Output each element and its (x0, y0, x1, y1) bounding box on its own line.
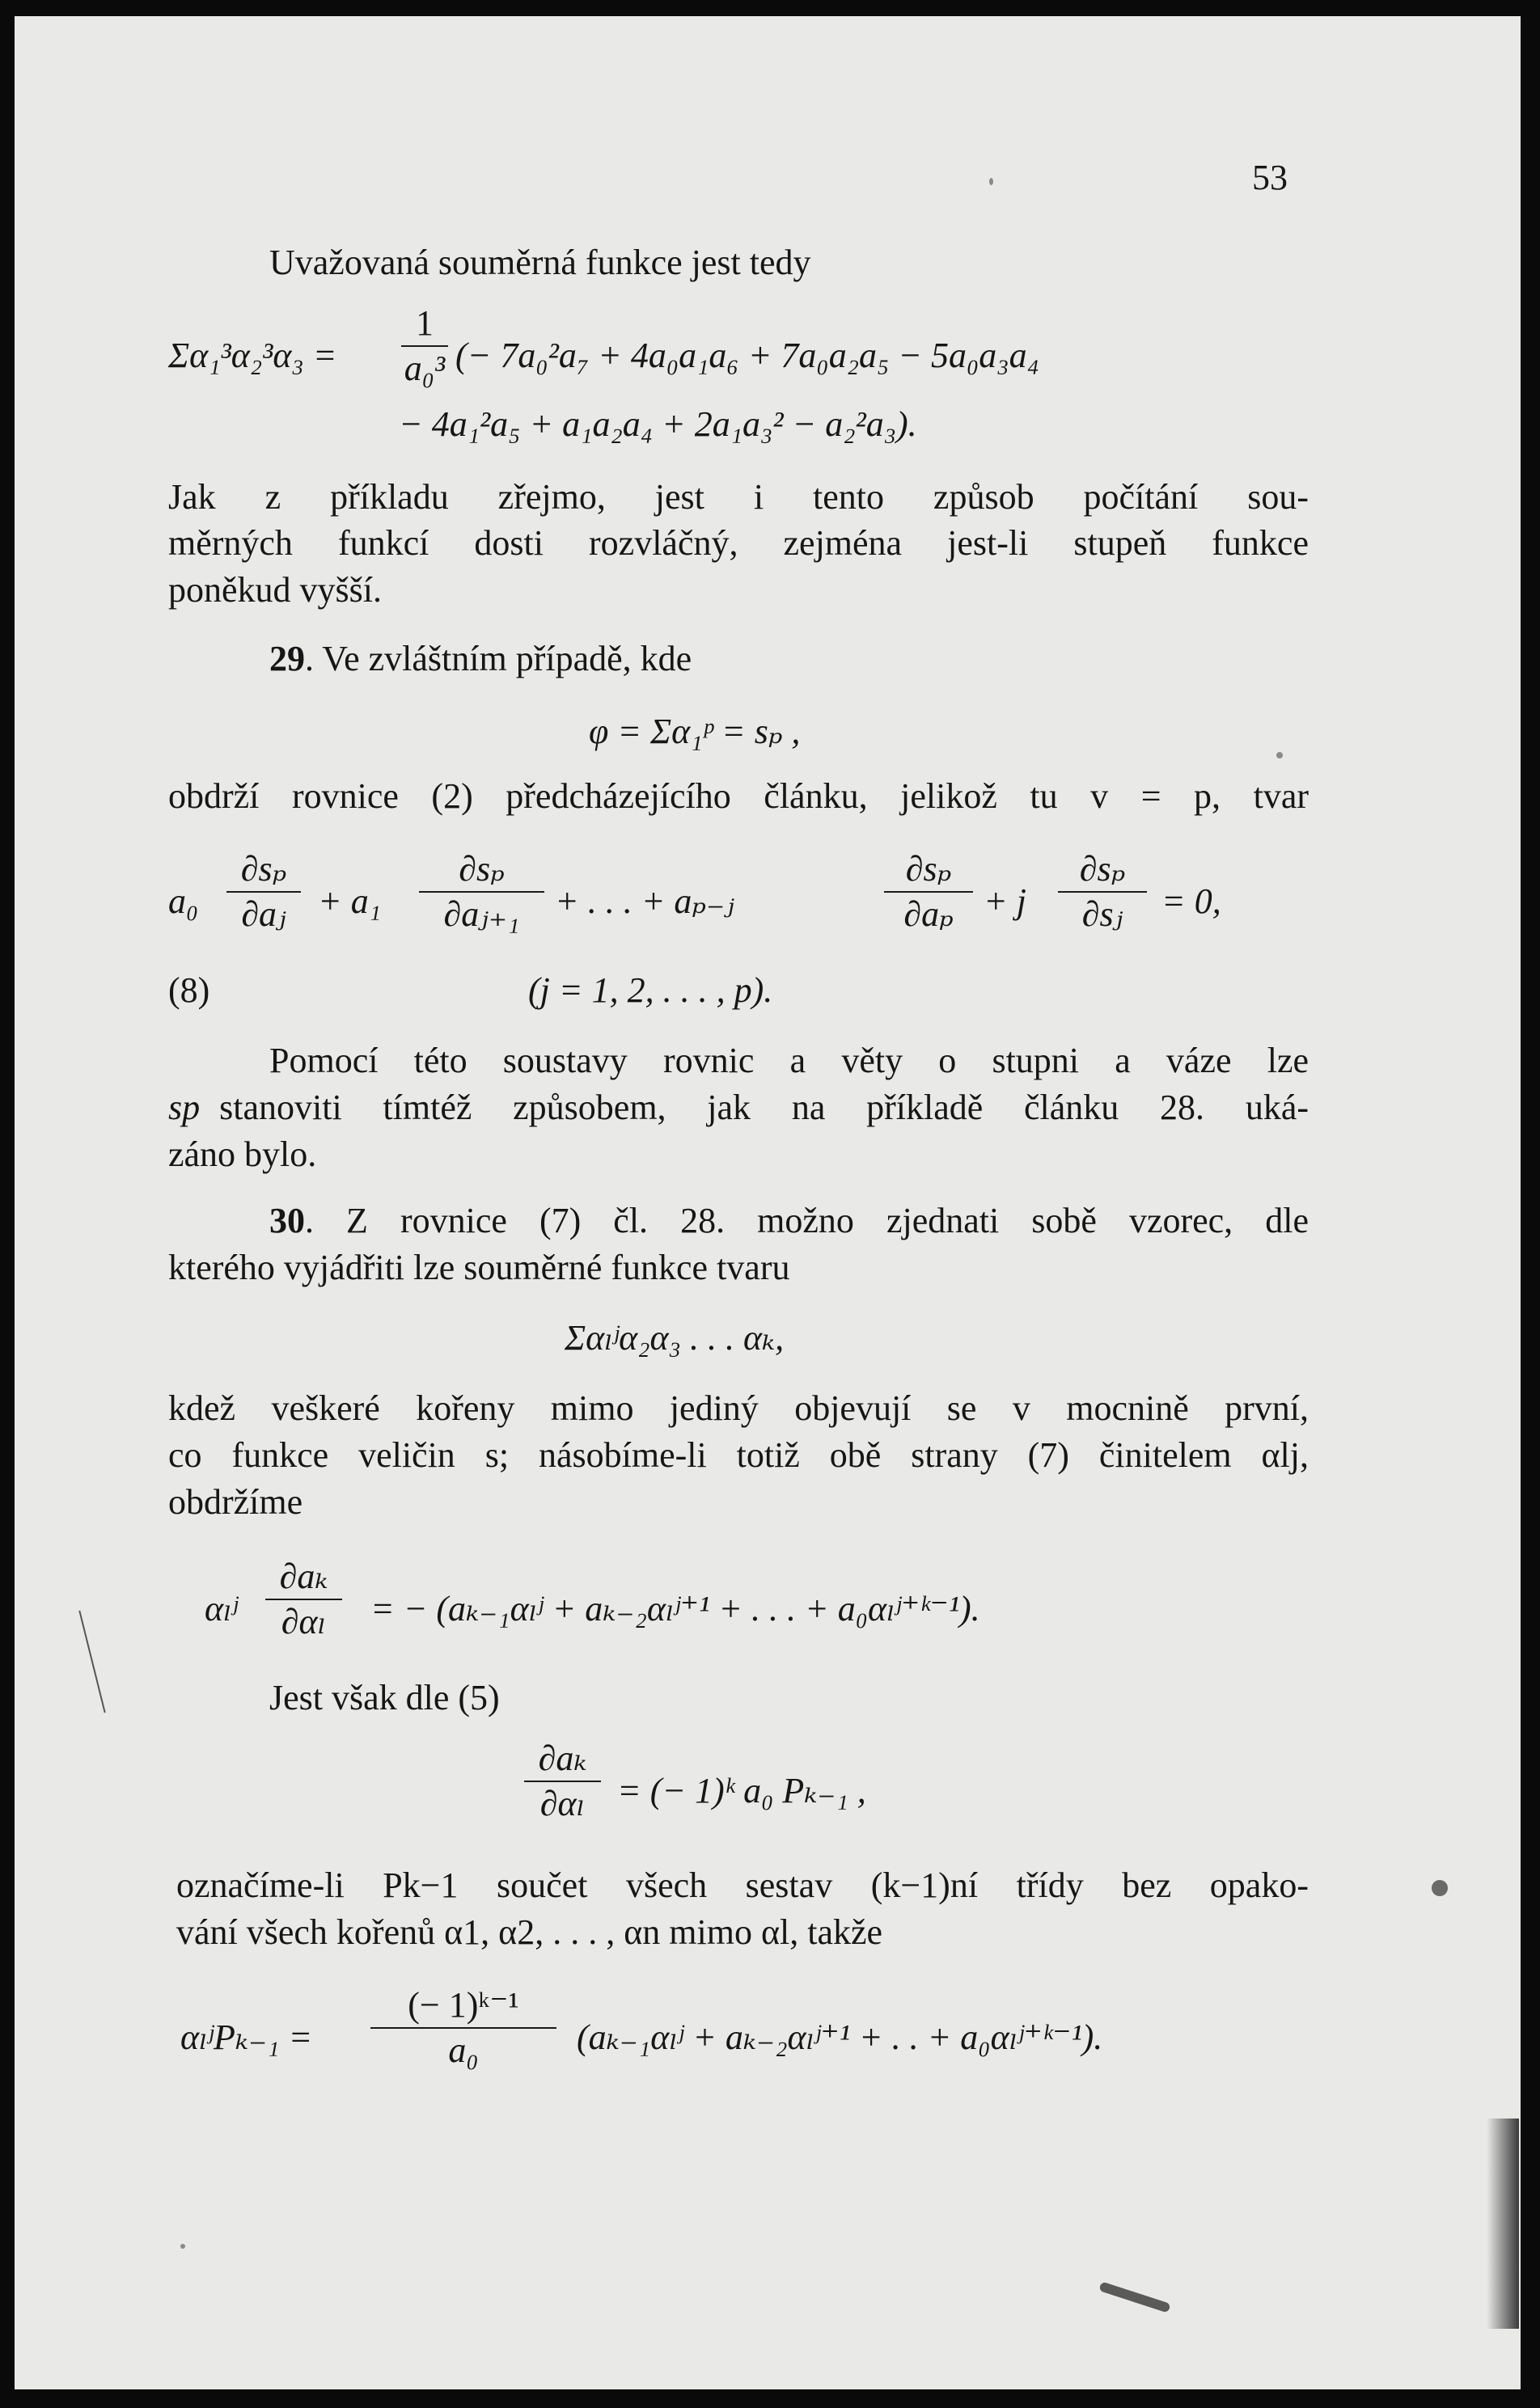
equation-term: + a₁ (318, 881, 381, 921)
fraction-bar (524, 1781, 601, 1782)
text-line: měrných funkcí dosti rozvláčný, zejména jest-li stupeň funkce (168, 523, 1309, 563)
paper-speck (1432, 1880, 1448, 1896)
equation-lhs: Σα₁³α₂³α₃ = (168, 336, 337, 375)
equation-rhs: = (− 1)ᵏ a₀ Pₖ₋₁ , (617, 1771, 866, 1810)
equation-fraction (401, 303, 448, 389)
equation-rhs: (− 7a₀²a₇ + 4a₀a₁a₆ + 7a₀a₂a₅ − 5a₀a₃a₄ (455, 336, 1039, 375)
text-line: Pomocí této soustavy rovnic a věty o stupni a váze lze (269, 1041, 1309, 1080)
fraction-denominator: a₀ (448, 2030, 479, 2070)
page-edge-shadow (1487, 2119, 1519, 2329)
fraction-denominator: ∂αₗ (281, 1602, 327, 1641)
equation-fraction (265, 1557, 342, 1642)
section-number: 30 (269, 1201, 305, 1240)
fraction-numerator: (− 1)ᵏ⁻¹ (408, 1985, 519, 2025)
fraction-bar (401, 345, 448, 347)
fraction-denominator: ∂αₗ (539, 1784, 586, 1823)
section-text: . Z rovnice (7) čl. 28. možno zjednati sobě vzorec, dle (305, 1201, 1309, 1240)
section-heading (269, 1197, 1309, 1245)
equation-term: + . . . + aₚ₋ⱼ (555, 881, 734, 921)
text-line: Uvažovaná souměrná funkce jest tedy (269, 243, 811, 282)
paper-speck (989, 178, 993, 185)
fraction-numerator: 1 (416, 303, 434, 343)
fraction-denominator: ∂aⱼ (241, 894, 286, 934)
fraction-bar (884, 891, 973, 893)
text-line: označíme-li Pk−1 součet všech sestav (k−1)ní třídy bez opako- (176, 1865, 1309, 1905)
fraction-numerator: ∂aₖ (279, 1557, 328, 1596)
book-page (15, 16, 1521, 2389)
equation-continuation: − 4a₁²a₅ + a₁a₂a₄ + 2a₁a₃² − a₂²a₃). (399, 404, 917, 444)
page-number: 53 (1252, 158, 1288, 197)
margin-mark (78, 1611, 105, 1713)
text-line: obdržíme (168, 1482, 303, 1522)
text-line: kterého vyjádřiti lze souměrné funkce tvaru (168, 1248, 790, 1287)
text-line (168, 1084, 1309, 1132)
text-line: obdrží rovnice (2) předcházejícího článku, jelikož tu v = p, tvar (168, 776, 1309, 816)
text-line: co funkce veličin s; násobíme-li totiž obě strany (7) činitelem αlj, (168, 1435, 1309, 1475)
text-line: kdež veškeré kořeny mimo jediný objevují se v mocnině první, (168, 1388, 1309, 1428)
fraction-denominator: a₀³ (404, 349, 446, 388)
fraction-numerator: ∂sₚ (240, 849, 287, 889)
fraction-bar (265, 1599, 342, 1600)
text-line: Jak z příkladu zřejmo, jest i tento způsob počítání sou- (168, 477, 1309, 517)
fraction-bar (1058, 891, 1147, 893)
equation-term: + j (984, 881, 1026, 921)
equation-term: = 0, (1161, 881, 1221, 921)
text-line: vání všech kořenů α1, α2, . . . , αn mimo αl, takže (176, 1912, 883, 1952)
paper-speck (1276, 752, 1283, 758)
equation-lhs: αₗʲ (205, 1589, 239, 1629)
equation-fraction (226, 849, 301, 935)
ink-smudge (1098, 2281, 1170, 2313)
equation-condition: (j = 1, 2, . . . , p). (528, 970, 773, 1010)
fraction-bar (370, 2027, 556, 2029)
fraction-denominator: ∂aⱼ₊₁ (443, 894, 520, 934)
section-text: . Ve zvláštním případě, kde (305, 639, 692, 678)
symbol-sp: sp (168, 1088, 201, 1127)
fraction-numerator: ∂sₚ (1079, 849, 1126, 889)
fraction-numerator: ∂aₖ (538, 1738, 587, 1778)
text-line-body: stanoviti tímtéž způsobem, jak na příkladě článku 28. uká- (219, 1088, 1309, 1127)
equation-fraction (419, 849, 544, 935)
fraction-denominator: ∂sⱼ (1081, 894, 1123, 934)
fraction-denominator: ∂aₚ (903, 894, 954, 934)
equation-fraction (884, 849, 973, 935)
fraction-numerator: ∂sₚ (459, 849, 505, 889)
equation-rhs: = − (aₖ₋₁αₗʲ + aₖ₋₂αₗʲ⁺¹ + . . . + a₀αₗʲ⁺ᵏ⁻¹). (370, 1589, 980, 1629)
equation-fraction (1058, 849, 1147, 935)
section-heading (269, 635, 692, 683)
equation-term: a₀ (168, 881, 199, 921)
text-line: Jest však dle (5) (269, 1678, 500, 1717)
text-line: poněkud vyšší. (168, 570, 382, 610)
equation-label: (8) (168, 970, 210, 1010)
equation-sum: Σαₗʲα₂α₃ . . . αₖ, (565, 1318, 785, 1358)
equation-phi: φ = Σα₁ᵖ = sₚ , (589, 712, 801, 751)
fraction-bar (226, 891, 301, 893)
fraction-bar (419, 891, 544, 893)
fraction-numerator: ∂sₚ (905, 849, 952, 889)
text-line: záno bylo. (168, 1134, 317, 1174)
equation-fraction (370, 1985, 556, 2071)
equation-fraction (524, 1738, 601, 1824)
equation-rhs: (aₖ₋₁αₗʲ + aₖ₋₂αₗʲ⁺¹ + . . + a₀αₗʲ⁺ᵏ⁻¹). (577, 2017, 1103, 2057)
equation-lhs: αₗʲPₖ₋₁ = (180, 2017, 313, 2057)
paper-speck (180, 2244, 185, 2249)
section-number: 29 (269, 639, 305, 678)
